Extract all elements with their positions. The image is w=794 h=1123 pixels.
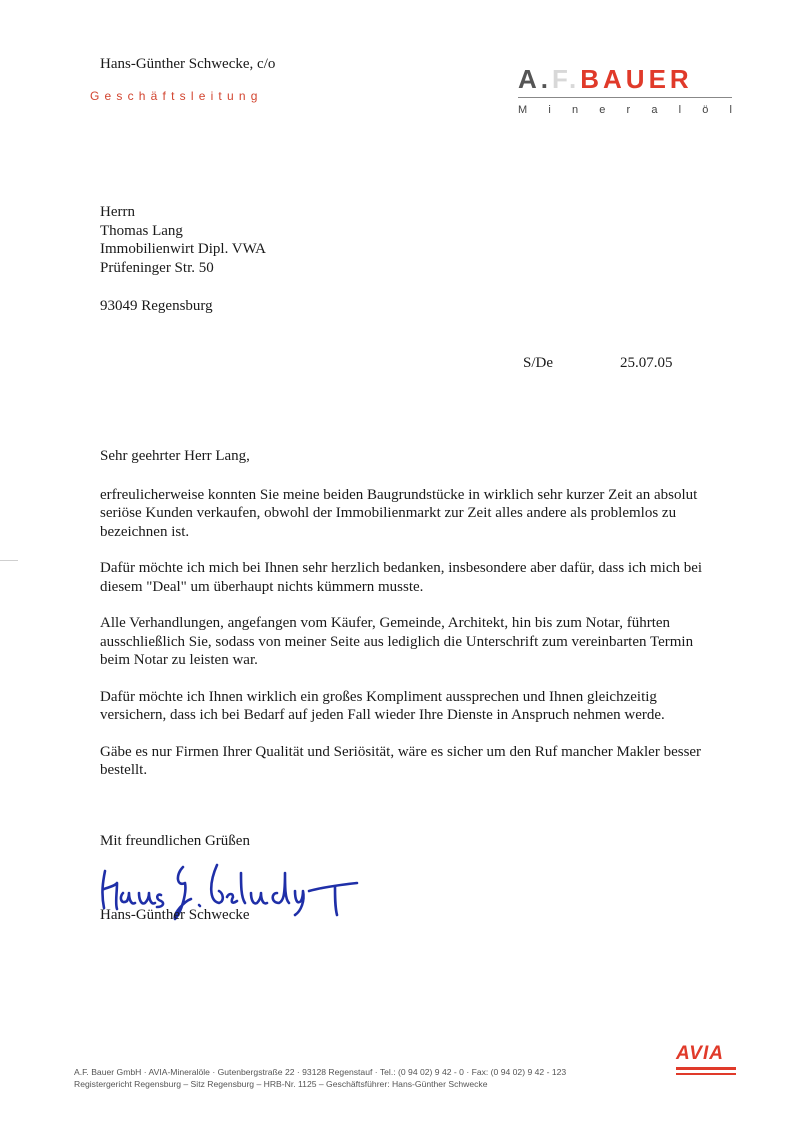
body-paragraph: Gäbe es nur Firmen Ihrer Qualität und Seriösität, wäre es sicher um den Ruf mancher Makler besser bestellt. (100, 743, 702, 778)
logo-subtitle-letter: l (678, 104, 682, 116)
sender-department: Geschäftsleitung (90, 89, 263, 103)
closing-greeting: Mit freundlichen Grüßen (100, 833, 250, 849)
avia-logo-text: AVIA (676, 1043, 724, 1064)
letter-body (100, 447, 720, 798)
recipient-line: Prüfeninger Str. 50 (100, 259, 214, 276)
body-paragraph: Alle Verhandlungen, angefangen vom Käufer, Gemeinde, Architekt, hin bis zum Notar, führten ausschließlich Sie, sodass von meiner Seite aus lediglich die Unterschrift zum vereinbarten Termin beim Notar zu leisten war. (100, 615, 694, 668)
logo-subtitle-letter: i (548, 104, 551, 116)
logo-subtitle-letter: a (651, 104, 658, 116)
body-paragraph: Dafür möchte ich Ihnen wirklich ein großes Kompliment aussprechen und Ihnen gleichzeitig versichern, dass ich bei Bedarf auf jeden Fall wieder Ihre Dienste in Anspruch nehmen werde. (100, 688, 665, 723)
logo-f: F. (552, 64, 581, 94)
logo-subtitle-letter: M (518, 104, 528, 116)
scan-mark (0, 560, 18, 561)
letter-date: 25.07.05 (620, 355, 673, 371)
salutation: Sehr geehrter Herr Lang, (100, 448, 250, 464)
body-paragraph: erfreulicherweise konnten Sie meine beiden Baugrundstücke in wirklich sehr kurzer Zeit an absolut seriöse Kunden verkaufen, obwohl der Immobilienmarkt zur Zeit alles andere als problemlos zu bezeichnen ist. (100, 486, 698, 540)
logo-rule (518, 97, 732, 98)
avia-logo-bar (676, 1073, 736, 1075)
reference-code: S/De (523, 355, 553, 371)
avia-logo-bar (676, 1067, 736, 1070)
recipient-line: Immobilienwirt Dipl. VWA (100, 241, 266, 257)
logo-subtitle-letter: r (626, 104, 631, 116)
logo-subtitle-letter: l (729, 104, 732, 116)
footer-line: A.F. Bauer GmbH · AVIA-Mineralöle · Gutenbergstraße 22 · 93128 Regenstauf · Tel.: (0 94 02) 9 42 - 0 · Fax: (0 94 02) 9 42 - 123 (74, 1067, 567, 1077)
avia-logo (676, 1044, 736, 1075)
logo-subtitle-letter: n (571, 104, 579, 116)
logo-subtitle-letter: e (599, 104, 606, 116)
sender-name: Hans-Günther Schwecke, c/o (100, 56, 276, 72)
logo-af: A. (518, 64, 552, 94)
company-logo (518, 64, 732, 116)
logo-bauer: BAUER (580, 64, 693, 94)
logo-subtitle-letter: ö (702, 104, 709, 116)
body-paragraph: Dafür möchte ich mich bei Ihnen sehr herzlich bedanken, insbesondere aber dafür, dass ich mich bei diesem "Deal" um überhaupt nichts kümmern musste. (100, 560, 703, 595)
signer-name: Hans-Günther Schwecke (100, 907, 250, 923)
logo-subtitle (518, 104, 732, 116)
recipient-city: 93049 Regensburg (100, 298, 213, 314)
recipient-address (100, 203, 266, 277)
footer-line: Registergericht Regensburg – Sitz Regensburg – HRB-Nr. 1125 – Geschäftsführer: Hans-Günther Schwecke (74, 1079, 488, 1089)
recipient-line: Herrn (100, 204, 135, 220)
recipient-line: Thomas Lang (100, 222, 183, 239)
footer (74, 1066, 566, 1090)
